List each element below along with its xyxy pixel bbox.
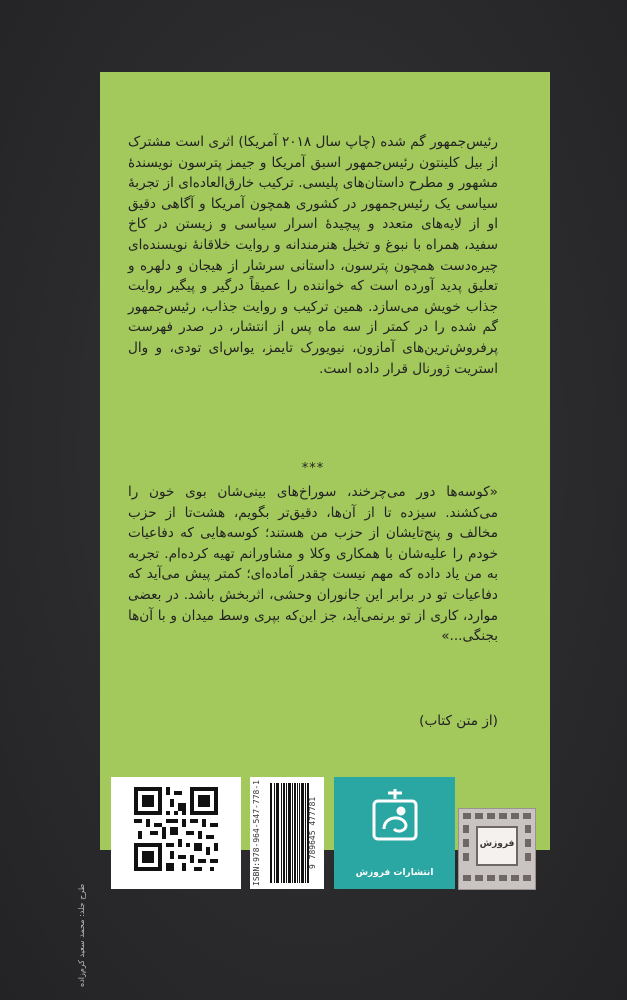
qr-code-icon — [134, 787, 218, 871]
quote-source: (از متن کتاب) — [419, 713, 498, 729]
publisher-logo-icon — [368, 785, 422, 843]
ean-number: 9 789645 477781 — [308, 796, 317, 870]
stamp-pattern-icon — [459, 809, 535, 889]
section-separator: *** — [301, 461, 325, 476]
stamp-text: فروزش — [479, 839, 515, 849]
qr-code — [111, 777, 241, 889]
book-quote: «کوسه‌ها دور می‌چرخند، سوراخ‌های بینی‌شان بوی خون را می‌کشند. سیزده تا از آن‌ها، دقیق‌تر بگویم، هشت‌تا از حزب مخالف و پنج‌تایشان از حزب من هستند؛ کوسه‌هایی که دفاعیات خودم را علیه‌شان با همکاری وکلا و مشاورانم تهیه کرده‌ام. تجربه به من یاد داده که مهم نیست چقدر آماده‌ای؛ کمتر پیش می‌آید که دفاعیات تو در برابر این جانوران وحشی، اثربخش باشد. در بعضی موارد، کاری از تو برنمی‌آید، جز این‌که بپری وسط میدان و با آن‌ها بجنگی...» — [128, 484, 498, 645]
cover-design-credit: طرح جلد: محمد سعید کرم‌زاده — [77, 883, 86, 987]
price-stamp — [458, 808, 536, 890]
isbn-label: ISBN:978-964-547-778-1 — [252, 780, 261, 886]
blurb-paragraph: رئیس‌جمهور گم شده (چاپ سال ۲۰۱۸ آمریکا) اثری است مشترک از بیل کلینتون رئیس‌جمهور اسبق آمریکا و جیمز پترسون نویسندهٔ مشهور و مطرح داستان‌های پلیسی. ترکیب خارق‌العاده‌ای از تجربهٔ سیاسی یک رئیس‌جمهور در کشوری همچون آمریکا و آگاهی دقیق او از لایه‌های متعدد و پیچیدهٔ اسرار سیاسی و زیستن در کاخ سفید، همراه با نبوغ و تخیل هنرمندانه و روایت خلاقانهٔ نویسنده‌ای چیره‌دست همچون پترسون، داستانی سرشار از هیجان و دلهره و تعلیق پدید آورده است که خواننده را عمیقاً درگیر و پیگیر روایت جذاب خویش می‌سازد. همین ترکیب و روایت جذاب، رئیس‌جمهور گم شده را در کمتر از سه ماه پس از انتشار، در صدر فهرست پرفروش‌ترین‌های آمازون، نیویورک تایمز، یواس‌ای تودی، و وال استریت ژورنال قرار داده است. — [128, 134, 498, 377]
publisher-name: انتشارات فروزش — [355, 868, 434, 878]
